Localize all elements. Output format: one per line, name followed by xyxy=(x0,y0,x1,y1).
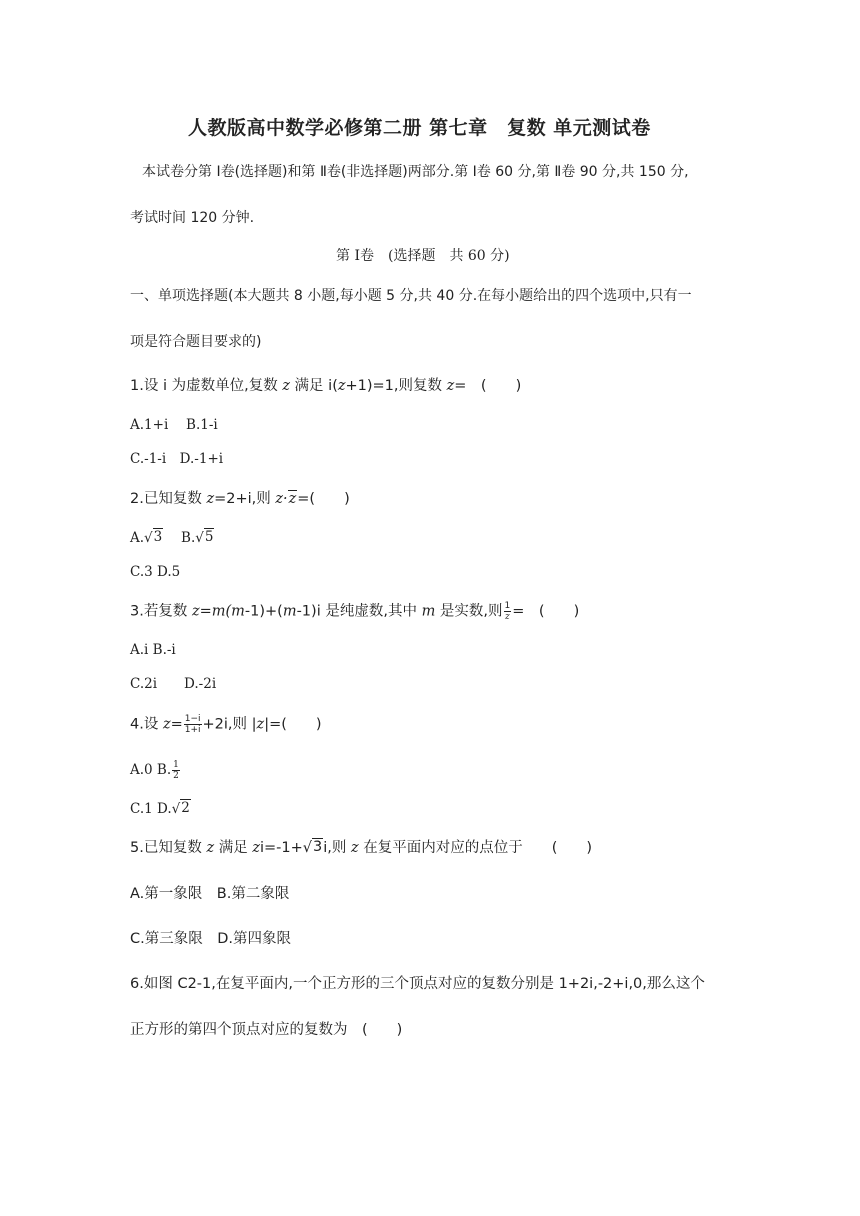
question-5-options-cd: C.第三象限 D.第四象限 xyxy=(130,931,292,947)
section-heading-line-2: 项是符合题目要求的) xyxy=(130,334,262,350)
question-1-options-ab: A.1+i B.1-i xyxy=(130,417,218,433)
section-heading-line-1: 一、单项选择题(本大题共 8 小题,每小题 5 分,共 40 分.在每小题给出的四个选项中,只有一 xyxy=(130,288,692,304)
question-3-options-cd: C.2i D.-2i xyxy=(130,676,217,692)
sqrt-symbol: √ 3 xyxy=(302,839,323,856)
question-1-stem: 1.设 i 为虚数单位,复数 z 满足 i(z+1)=1,则复数 z= ( ) xyxy=(130,378,522,394)
fraction: $\frac{1-i}{1+i}$ xyxy=(184,714,201,735)
intro-line-1: 本试卷分第 Ⅰ卷(选择题)和第 Ⅱ卷(非选择题)两部分.第 Ⅰ卷 60 分,第 Ⅱ卷 90 分,共 150 分, xyxy=(142,164,689,180)
question-3-options-ab: A.i B.-i xyxy=(130,642,176,658)
intro-line-2: 考试时间 120 分钟. xyxy=(130,210,255,226)
question-2-options-ab: A.√ 3 B.√ 5 xyxy=(130,529,214,546)
question-5-options-ab: A.第一象限 B.第二象限 xyxy=(130,886,290,902)
sqrt-symbol: √ 2 xyxy=(171,800,190,817)
question-4-stem: 4.设 z= $\frac{1-i}{1+i}$ +2i,则 |z|=( ) xyxy=(130,714,322,735)
sqrt-symbol: √ 3 xyxy=(144,529,163,546)
question-2-options-cd: C.3 D.5 xyxy=(130,564,181,580)
question-3-stem: 3.若复数 z=m(m-1)+(m-1)i 是纯虚数,其中 m 是实数,则 $\frac{1}{z}$ = ( ) xyxy=(130,601,580,622)
question-5-stem: 5.已知复数 z 满足 zi=-1+√ 3 i,则 z 在复平面内对应的点位于 ( ) xyxy=(130,839,593,856)
question-2-stem: 2.已知复数 z=2+i,则 z·z=( ) xyxy=(130,491,350,507)
part-header: 第 Ⅰ卷 (选择题 共 60 分) xyxy=(336,248,510,264)
question-1-options-cd: C.-1-i D.-1+i xyxy=(130,451,224,467)
sqrt-symbol: √ 5 xyxy=(195,529,214,546)
question-6-stem-line-2: 正方形的第四个顶点对应的复数为 ( ) xyxy=(130,1022,403,1038)
question-4-options-cd: C.1 D.√ 2 xyxy=(130,800,190,817)
question-4-options-ab: A.0 B. $\frac{1}{2}$ xyxy=(130,760,179,781)
fraction: $\frac{1}{z}$ xyxy=(504,601,511,622)
question-6-stem-line-1: 6.如图 C2-1,在复平面内,一个正方形的三个顶点对应的复数分别是 1+2i,-2+i,0,那么这个 xyxy=(130,976,705,992)
fraction: $\frac{1}{2}$ xyxy=(173,760,179,781)
page-title: 人教版高中数学必修第二册 第七章 复数 单元测试卷 xyxy=(188,117,651,139)
